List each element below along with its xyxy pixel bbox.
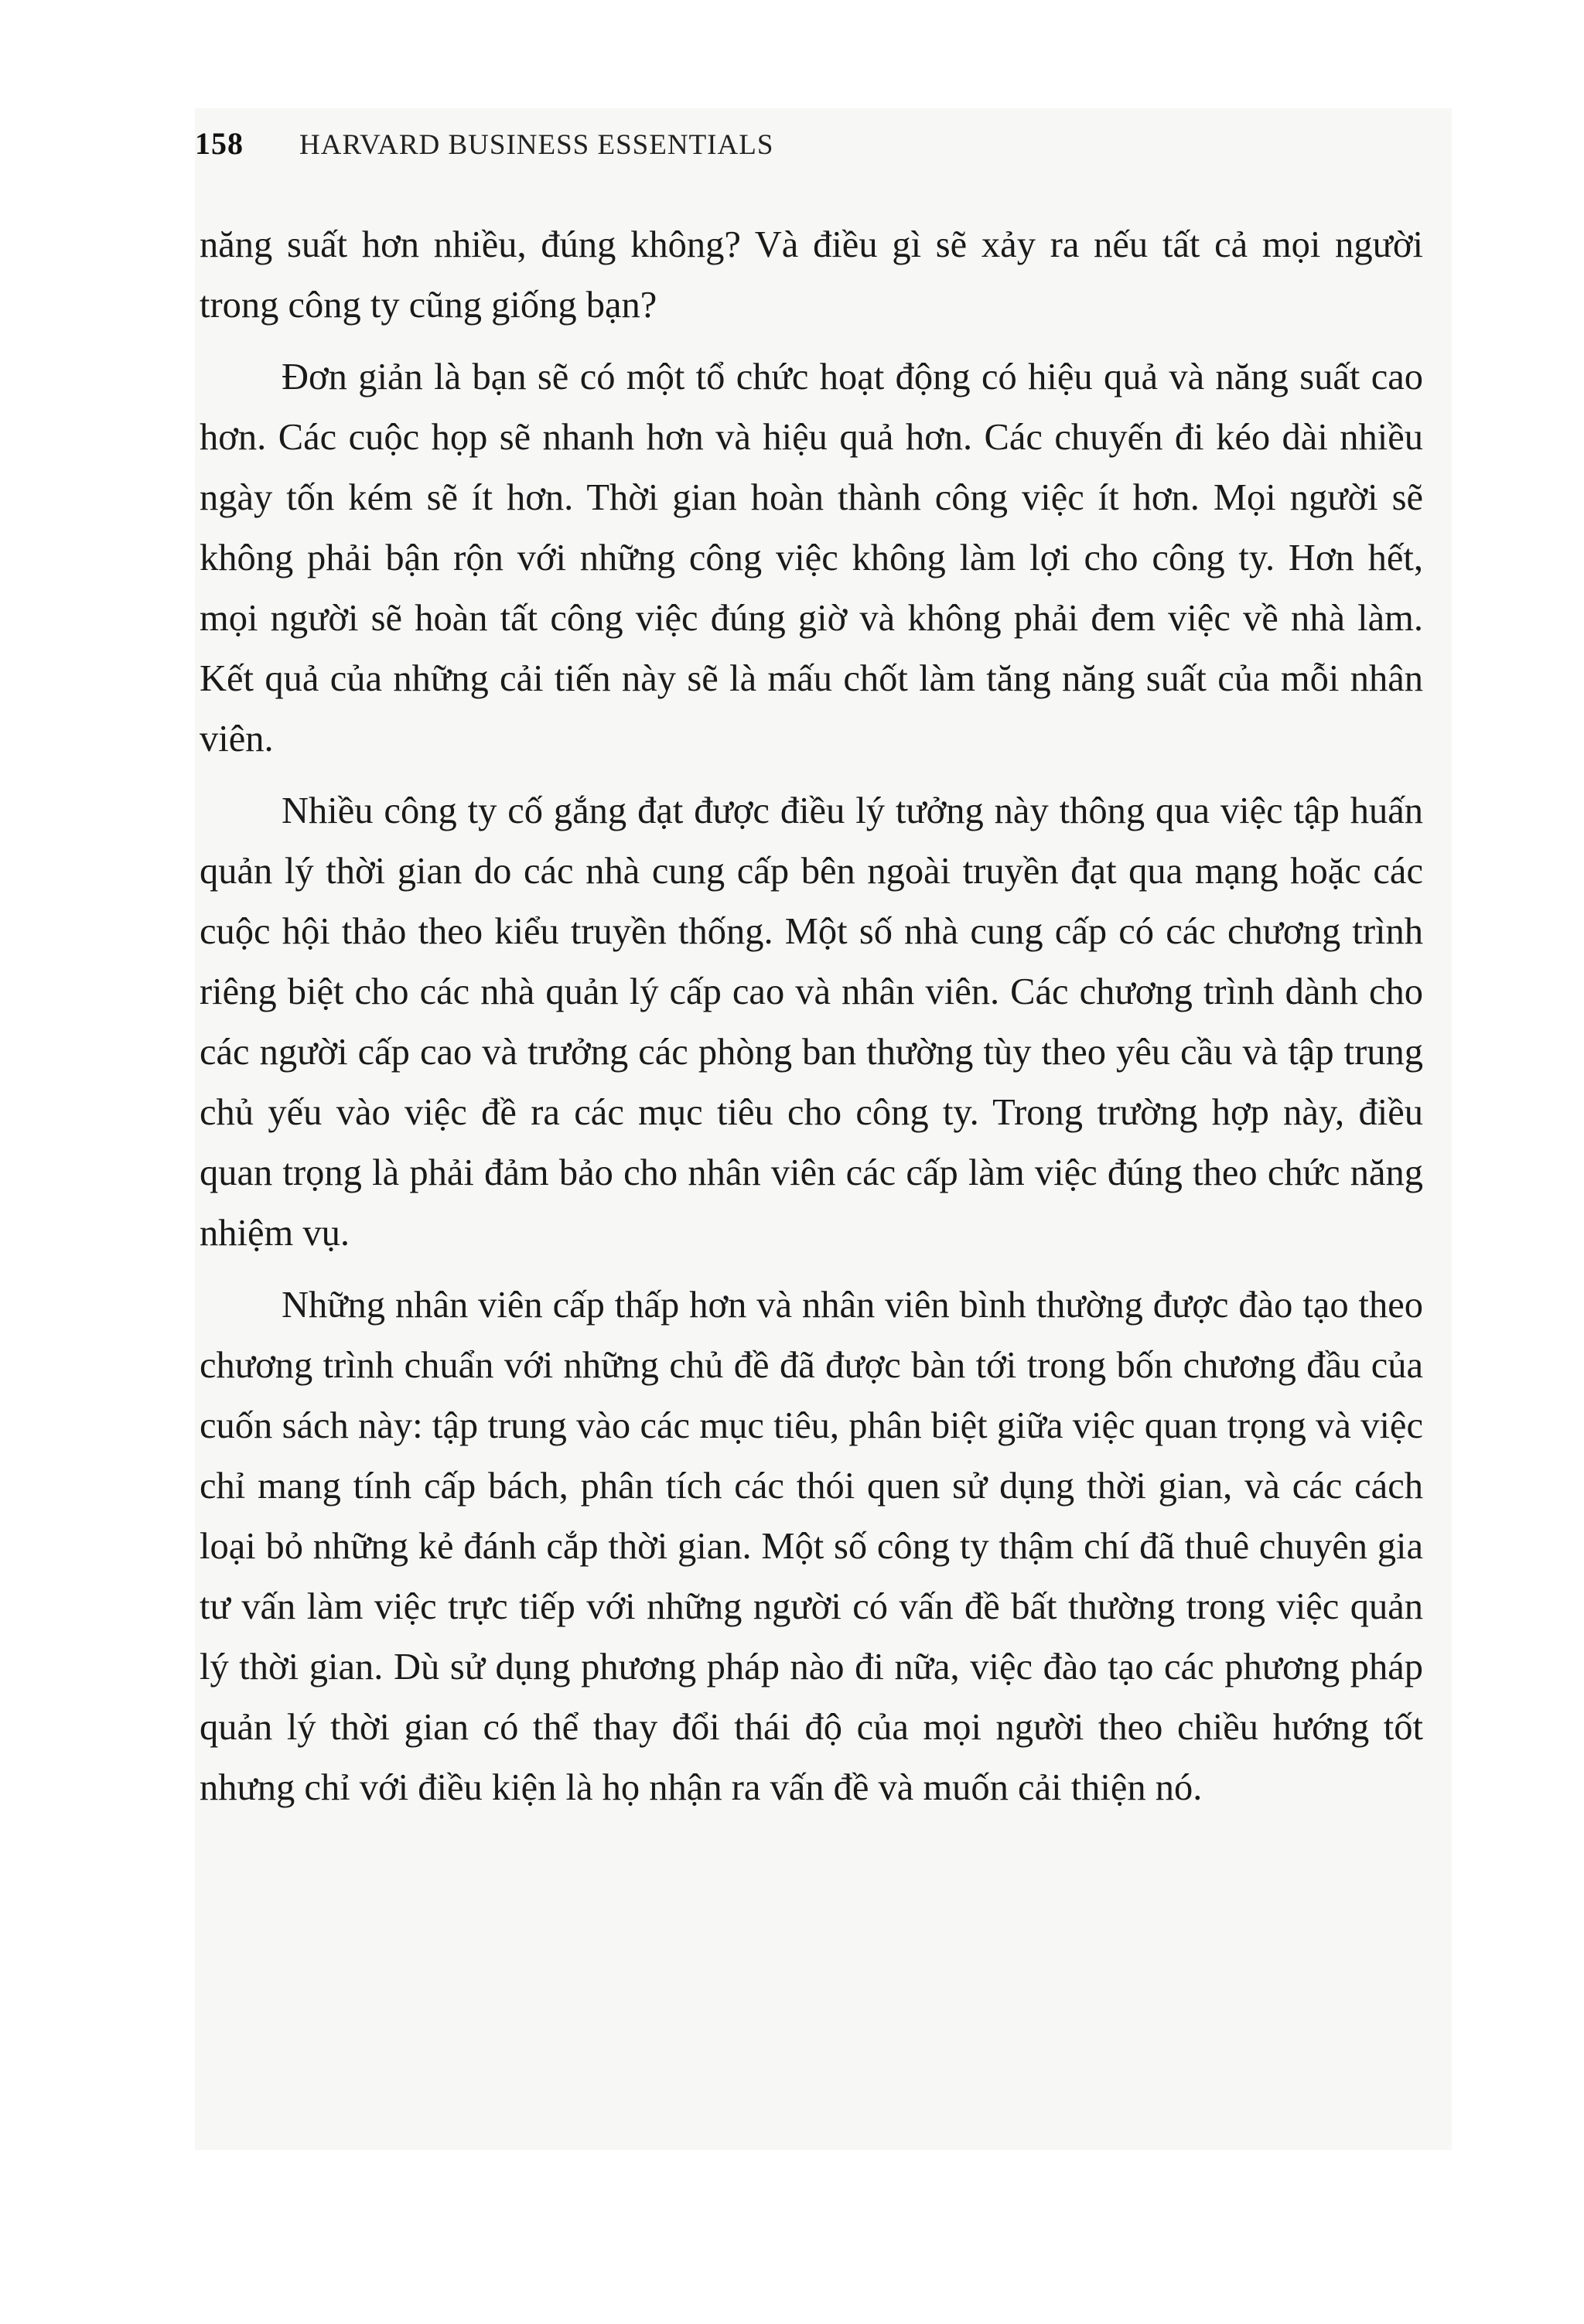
paragraph: Đơn giản là bạn sẽ có một tổ chức hoạt động có hiệu quả và năng suất cao hơn. Các cuộc họp sẽ nhanh hơn và hiệu quả hơn. Các chuyến đi kéo dài nhiều ngày tốn kém sẽ ít hơn. Thời gian hoàn thành công việc ít hơn. Mọi người sẽ không phải bận rộn với những công việc không làm lợi cho công ty. Hơn hết, mọi người sẽ hoàn tất công việc đúng giờ và không phải đem việc về nhà làm. Kết quả của những cải tiến này sẽ là mấu chốt làm tăng năng suất của mỗi nhân viên. [200, 357, 1423, 759]
paragraph-continued: năng suất hơn nhiều, đúng không? Và điều gì sẽ xảy ra nếu tất cả mọi người trong công ty cũng giống bạn? [200, 224, 1423, 326]
body-text [200, 215, 1423, 1818]
running-head: HARVARD BUSINESS ESSENTIALS [299, 129, 774, 161]
page-number: 158 [195, 126, 244, 161]
paragraph: Nhiều công ty cố gắng đạt được điều lý tưởng này thông qua việc tập huấn quản lý thời gian do các nhà cung cấp bên ngoài truyền đạt qua mạng hoặc các cuộc hội thảo theo kiểu truyền thống. Một số nhà cung cấp có các chương trình riêng biệt cho các nhà quản lý cấp cao và nhân viên. Các chương trình dành cho các người cấp cao và trưởng các phòng ban thường tùy theo yêu cầu và tập trung chủ yếu vào việc đề ra các mục tiêu cho công ty. Trong trường hợp này, điều quan trọng là phải đảm bảo cho nhân viên các cấp làm việc đúng theo chức năng nhiệm vụ. [200, 790, 1423, 1254]
page-header [195, 125, 773, 162]
paragraph: Những nhân viên cấp thấp hơn và nhân viên bình thường được đào tạo theo chương trình chuẩn với những chủ đề đã được bàn tới trong bốn chương đầu của cuốn sách này: tập trung vào các mục tiêu, phân biệt giữa việc quan trọng và việc chỉ mang tính cấp bách, phân tích các thói quen sử dụng thời gian, và các cách loại bỏ những kẻ đánh cắp thời gian. Một số công ty thậm chí đã thuê chuyên gia tư vấn làm việc trực tiếp với những người có vấn đề bất thường trong việc quản lý thời gian. Dù sử dụng phương pháp nào đi nữa, việc đào tạo các phương pháp quản lý thời gian có thể thay đổi thái độ của mọi người theo chiều hướng tốt nhưng chỉ với điều kiện là họ nhận ra vấn đề và muốn cải thiện nó. [200, 1285, 1423, 1808]
